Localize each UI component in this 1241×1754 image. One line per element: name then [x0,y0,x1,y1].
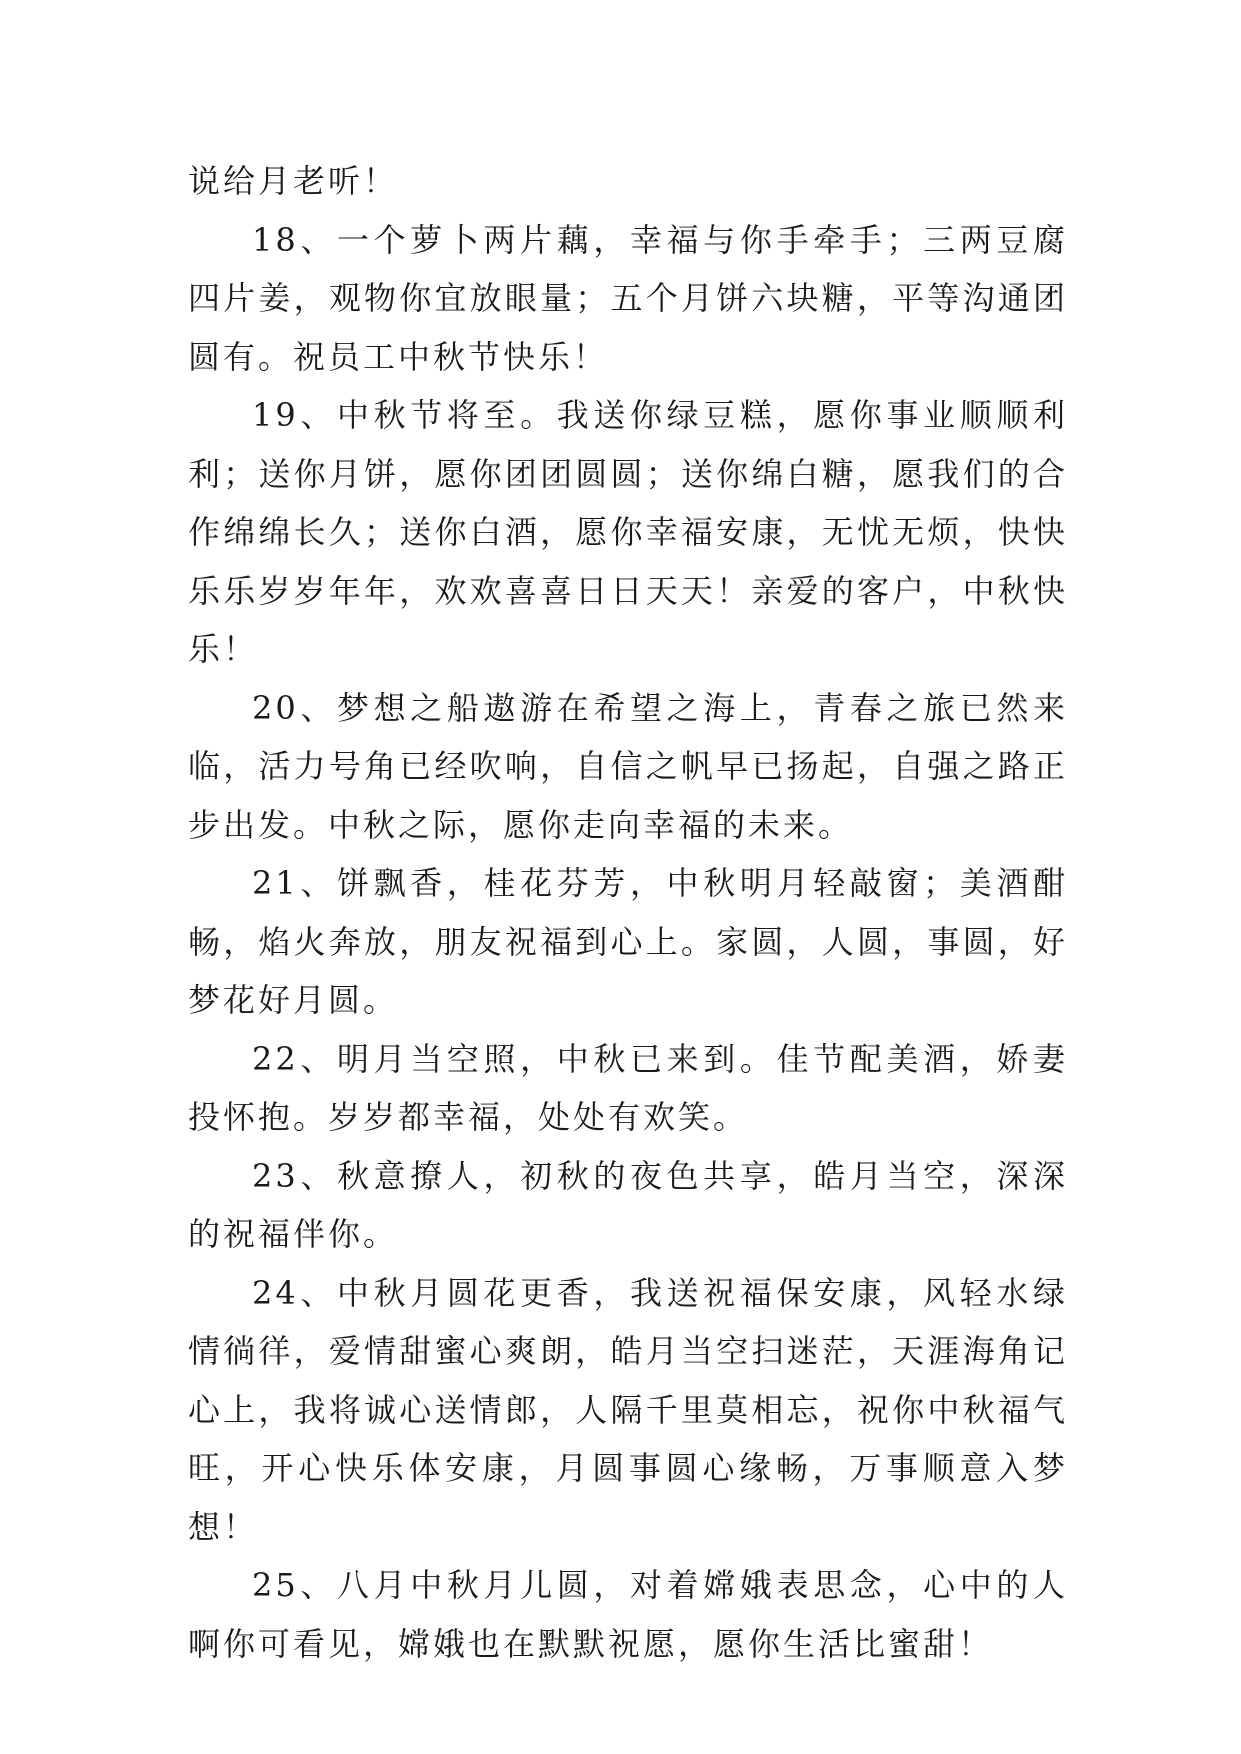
paragraph-21: 21、饼飘香，桂花芬芳，中秋明月轻敲窗；美酒酣畅，焰火奔放，朋友祝福到心上。家圆，人圆，事圆，好梦花好月圆。 [188,864,1068,1019]
paragraph-23: 23、秋意撩人，初秋的夜色共享，皓月当空，深深的祝福伴你。 [188,1156,1068,1253]
paragraph-20: 20、梦想之船遨游在希望之海上，青春之旅已然来临，活力号角已经吹响，自信之帆早已扬起，自强之路正步出发。中秋之际，愿你走向幸福的未来。 [188,688,1068,844]
document-body [188,152,1068,1673]
paragraph-25: 25、八月中秋月儿圆，对着嫦娥表思念，心中的人啊你可看见，嫦娥也在默默祝愿，愿你生活比蜜甜！ [188,1566,1068,1663]
paragraph-18: 18、一个萝卜两片藕，幸福与你手牵手；三两豆腐四片姜，观物你宜放眼量；五个月饼六块糖，平等沟通团圆有。祝员工中秋节快乐！ [188,220,1068,376]
paragraph-22: 22、明月当空照，中秋已来到。佳节配美酒，娇妻投怀抱。岁岁都幸福，处处有欢笑。 [188,1039,1068,1136]
paragraph-19: 19、中秋节将至。我送你绿豆糕，愿你事业顺顺利利；送你月饼，愿你团团圆圆；送你绵白糖，愿我们的合作绵绵长久；送你白酒，愿你幸福安康，无忧无烦，快快乐乐岁岁年年，欢欢喜喜日日天天！亲爱的客户，中秋快乐！ [188,396,1068,668]
paragraph-24: 24、中秋月圆花更香，我送祝福保安康，风轻水绿情徜徉，爱情甜蜜心爽朗，皓月当空扫迷茫，天涯海角记心上，我将诚心送情郎，人隔千里莫相忘，祝你中秋福气旺，开心快乐体安康，月圆事圆心缘畅，万事顺意入梦想！ [188,1273,1068,1546]
paragraph-continuation: 说给月老听！ [188,162,399,200]
